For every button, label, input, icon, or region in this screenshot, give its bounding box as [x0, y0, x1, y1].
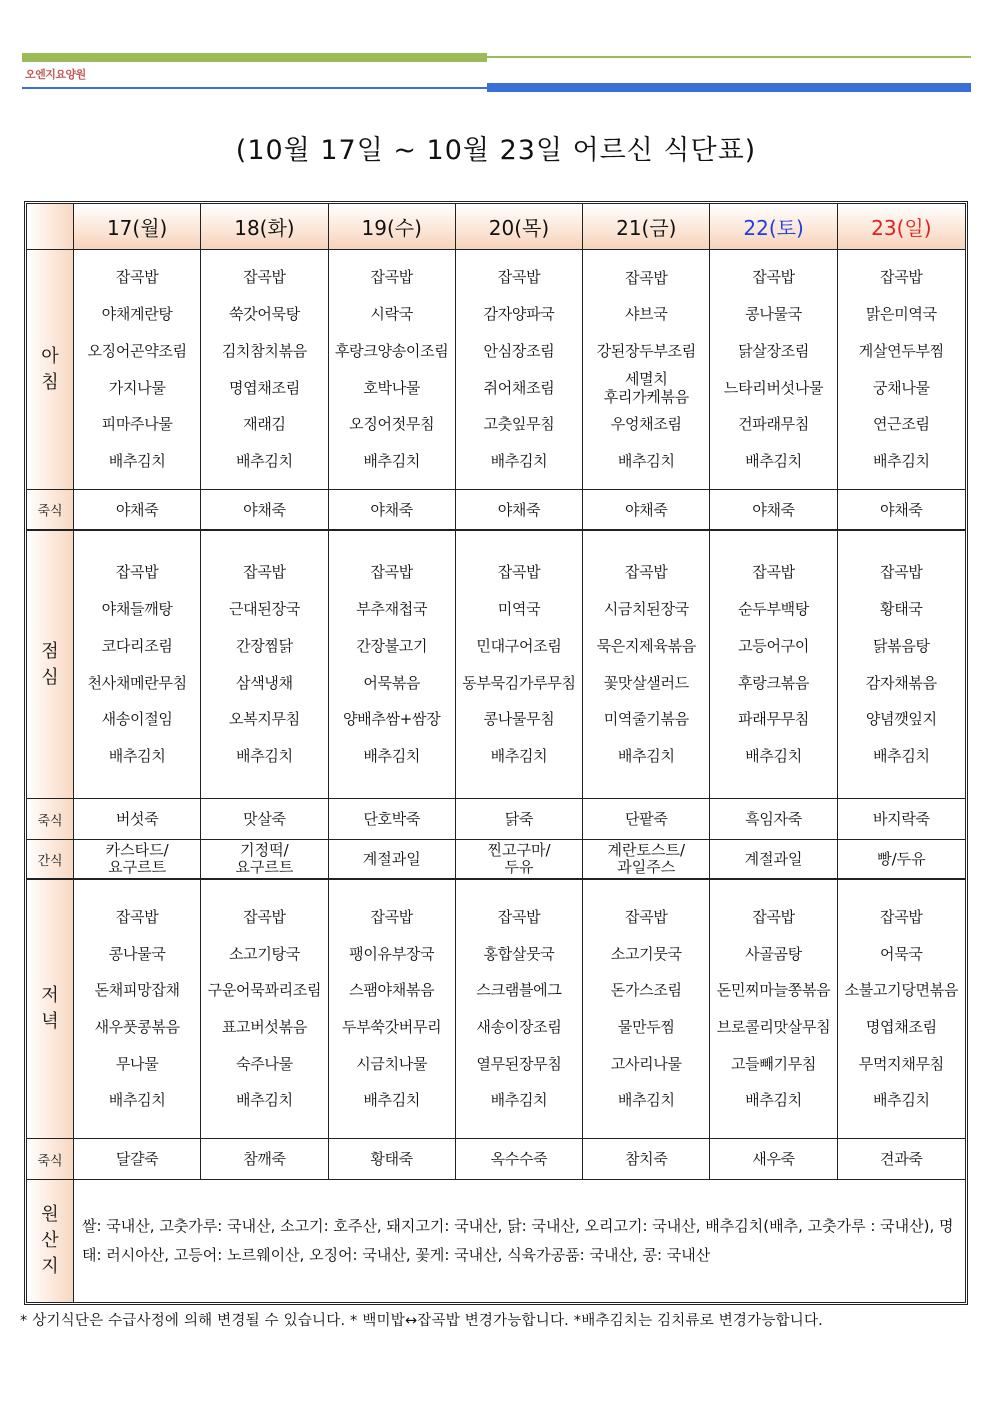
menu-item: 두부쑥갓버무리 [342, 1018, 442, 1036]
menu-cell [201, 880, 328, 1139]
menu-item: 시금치된장국 [603, 600, 689, 619]
menu-item: 찐고구마/ 두유 [456, 840, 583, 880]
menu-item: 미역국 [497, 600, 541, 619]
menu-item: 호박나물 [363, 378, 421, 397]
menu-item: 닭죽 [456, 799, 583, 840]
menu-item: 민대구어조림 [476, 636, 562, 655]
menu-cell [456, 250, 583, 490]
menu-item: 배추김치 [108, 451, 166, 470]
footer-note: * 상기식단은 수급사정에 의해 변경될 수 있습니다. * 백미밥↔잡곡밥 변경가능합니다. *배추김치는 김치류로 변경가능합니다. [20, 1313, 823, 1329]
menu-item: 배추김치 [872, 746, 930, 765]
menu-item: 잡곡밥 [243, 268, 286, 287]
menu-item: 야채계란탕 [101, 305, 173, 324]
menu-item: 스크램블에그 [476, 981, 562, 1000]
menu-item: 옥수수죽 [456, 1139, 583, 1180]
menu-cell [456, 531, 583, 799]
menu-item: 고사리나물 [610, 1054, 682, 1073]
row-label-lunch: 점 심 [27, 531, 74, 799]
menu-item: 야채죽 [201, 490, 328, 531]
menu-item: 배추김치 [236, 1091, 293, 1110]
menu-item: 김치참치볶음 [221, 341, 307, 360]
menu-item: 돈채피망잡채 [94, 981, 180, 1000]
menu-item: 홍합살뭇국 [483, 944, 555, 963]
menu-item: 열무된장무침 [476, 1054, 562, 1073]
menu-item: 배추김치 [236, 451, 293, 470]
menu-item: 배추김치 [363, 1091, 421, 1110]
menu-item: 배추김치 [363, 746, 421, 765]
menu-item: 궁채나물 [872, 378, 930, 397]
menu-item: 시락국 [370, 305, 413, 324]
menu-item: 무먹지채무침 [858, 1054, 944, 1073]
menu-item: 배추김치 [872, 451, 930, 470]
menu-item: 잡곡밥 [624, 907, 668, 926]
row-label-porridge: 죽식 [27, 1139, 74, 1180]
menu-item: 배추김치 [617, 746, 675, 765]
header-blue-line [22, 87, 487, 89]
menu-cell [74, 880, 201, 1139]
menu-grid [27, 204, 965, 1302]
menu-item: 구운어묵꽈리조림 [207, 981, 322, 1000]
menu-item: 잡곡밥 [624, 268, 668, 287]
menu-item: 소불고기당면볶음 [844, 981, 959, 1000]
menu-item: 게살연두부찜 [858, 341, 944, 360]
menu-item: 잡곡밥 [243, 563, 286, 582]
menu-item: 계절과일 [710, 840, 837, 880]
menu-cell [201, 250, 328, 490]
menu-item: 브로콜리맛살무침 [716, 1018, 831, 1036]
menu-item: 배추김치 [490, 1091, 548, 1110]
menu-cell [201, 531, 328, 799]
menu-item: 팽이유부장국 [349, 944, 435, 963]
menu-item: 야채죽 [710, 490, 837, 531]
menu-item: 명엽채조림 [228, 378, 300, 397]
day-header: 23(일) [838, 204, 965, 250]
menu-item: 잡곡밥 [497, 268, 541, 287]
header-corner [27, 204, 74, 250]
menu-item: 배추김치 [236, 746, 293, 765]
menu-item: 고들빼기무침 [730, 1054, 817, 1073]
menu-item: 간장불고기 [356, 636, 428, 655]
menu-item: 계란토스트/ 과일주스 [583, 840, 710, 880]
menu-item: 흑임자죽 [710, 799, 837, 840]
menu-item: 피마주나물 [101, 415, 173, 434]
menu-cell [329, 880, 456, 1139]
day-header: 21(금) [583, 204, 710, 250]
menu-item: 잡곡밥 [752, 563, 795, 582]
menu-item: 느타리버섯나물 [723, 378, 824, 397]
menu-item: 재래김 [243, 415, 286, 434]
menu-item: 어묵볶음 [363, 673, 421, 692]
menu-item: 명엽채조림 [865, 1018, 937, 1036]
menu-item: 야채죽 [74, 490, 201, 531]
day-header: 19(수) [329, 204, 456, 250]
menu-item: 잡곡밥 [497, 907, 541, 926]
menu-cell [74, 531, 201, 799]
menu-item: 빵/두유 [838, 840, 965, 880]
day-header: 20(목) [456, 204, 583, 250]
menu-item: 계절과일 [329, 840, 456, 880]
menu-item: 후랑크볶음 [738, 673, 810, 692]
menu-item: 기정떡/ 요구르트 [201, 840, 328, 880]
menu-cell [838, 880, 965, 1139]
menu-item: 참치죽 [583, 1139, 710, 1180]
menu-item: 콩나물국 [108, 944, 166, 963]
menu-item: 감자양파국 [483, 305, 555, 324]
menu-item: 황태국 [880, 600, 923, 619]
menu-item: 닭살장조림 [738, 341, 810, 360]
menu-item: 콩나물국 [745, 305, 802, 324]
menu-item: 배추김치 [617, 451, 675, 470]
menu-item: 잡곡밥 [880, 907, 923, 926]
header-green-bar [22, 53, 487, 62]
menu-item: 야채죽 [583, 490, 710, 531]
menu-cell [329, 531, 456, 799]
menu-item: 어묵국 [880, 944, 923, 963]
menu-cell [583, 531, 710, 799]
menu-item: 천사채메란무침 [87, 673, 187, 692]
menu-item: 동부묵김가루무침 [462, 673, 576, 692]
menu-item: 고춧잎무침 [483, 415, 555, 434]
menu-item: 배추김치 [108, 1091, 166, 1110]
menu-item: 새우풋콩볶음 [94, 1018, 180, 1036]
menu-cell [329, 250, 456, 490]
menu-item: 배추김치 [745, 746, 802, 765]
menu-item: 잡곡밥 [370, 907, 413, 926]
menu-item: 쥐어채조림 [483, 378, 555, 397]
menu-item: 오징어곤약조림 [87, 341, 187, 360]
menu-item: 잡곡밥 [880, 268, 923, 287]
menu-item: 잡곡밥 [115, 907, 159, 926]
menu-item: 오복지무침 [228, 710, 300, 729]
menu-cell [583, 880, 710, 1139]
menu-item: 새송이절임 [101, 710, 173, 729]
menu-item: 새우죽 [710, 1139, 837, 1180]
menu-item: 감자채볶음 [865, 673, 937, 692]
menu-item: 배추김치 [490, 746, 548, 765]
menu-item: 바지락죽 [838, 799, 965, 840]
menu-item: 후랑크양송이조림 [334, 341, 449, 360]
menu-item: 강된장두부조림 [596, 342, 696, 361]
menu-item: 새송이장조림 [476, 1018, 562, 1036]
page-title: (10월 17일 ~ 10월 23일 어르신 식단표) [235, 135, 757, 166]
menu-item: 돈가스조림 [610, 981, 682, 1000]
menu-item: 잡곡밥 [752, 907, 795, 926]
menu-item: 세멸치 후리가케볶음 [603, 369, 689, 406]
menu-item: 카스타드/ 요구르트 [74, 840, 201, 880]
day-header: 22(토) [710, 204, 837, 250]
menu-item: 숙주나물 [236, 1054, 293, 1073]
row-label-porridge: 죽식 [27, 490, 74, 531]
menu-item: 고등어구이 [738, 636, 810, 655]
menu-cell [710, 880, 837, 1139]
menu-item: 간장찜닭 [236, 636, 293, 655]
menu-table [24, 201, 968, 1305]
row-label-porridge: 죽식 [27, 799, 74, 840]
menu-cell [710, 531, 837, 799]
menu-cell [838, 250, 965, 490]
menu-item: 시금치나물 [356, 1054, 428, 1073]
menu-item: 잡곡밥 [880, 563, 923, 582]
menu-item: 표고버섯볶음 [221, 1018, 307, 1036]
menu-item: 배추김치 [490, 451, 548, 470]
menu-cell [74, 250, 201, 490]
menu-item: 황태죽 [329, 1139, 456, 1180]
header-blue-bar [487, 83, 971, 92]
menu-item: 소고기뭇국 [610, 944, 682, 963]
menu-cell [456, 880, 583, 1139]
menu-cell [838, 531, 965, 799]
menu-item: 양배추쌈+쌈장 [342, 710, 441, 729]
menu-item: 배추김치 [363, 451, 421, 470]
menu-item: 건파래무침 [738, 415, 810, 434]
menu-item: 콩나물무침 [483, 710, 555, 729]
row-label-origin: 원 산 지 [27, 1180, 74, 1302]
menu-item: 순두부백탕 [738, 600, 810, 619]
menu-item: 근대된장국 [228, 600, 300, 619]
day-header: 17(월) [74, 204, 201, 250]
menu-item: 꽃맛살샐러드 [603, 673, 689, 692]
menu-item: 잡곡밥 [370, 563, 413, 582]
menu-item: 돈민찌마늘쫑볶음 [716, 981, 831, 1000]
menu-item: 배추김치 [872, 1091, 930, 1110]
menu-item: 묵은지제육볶음 [596, 636, 696, 655]
menu-item: 잡곡밥 [752, 268, 795, 287]
menu-item: 샤브국 [624, 305, 668, 324]
menu-item: 견과죽 [838, 1139, 965, 1180]
menu-cell [710, 250, 837, 490]
menu-item: 양념깻잎지 [865, 710, 937, 729]
menu-item: 야채죽 [838, 490, 965, 531]
menu-item: 단호박죽 [329, 799, 456, 840]
menu-item: 잡곡밥 [243, 907, 286, 926]
menu-item: 물만두찜 [617, 1018, 675, 1036]
menu-item: 버섯죽 [74, 799, 201, 840]
menu-item: 가지나물 [108, 378, 166, 397]
menu-item: 쑥갓어묵탕 [228, 305, 300, 324]
menu-item: 야채들깨탕 [101, 600, 173, 619]
origin-text: 쌀: 국내산, 고춧가루: 국내산, 소고기: 호주산, 돼지고기: 국내산, 닭: 국내산, 오리고기: 국내산, 배추김치(배추, 고춧가루 : 국내산), 명태: 러시아산, 고등어: 노르웨이산, 오징어: 국내산, 꽃게: 국내산, 식육가공품: 국내산, 콩: 국내산 [82, 1217, 954, 1264]
menu-item: 무나물 [115, 1054, 159, 1073]
menu-item: 달걀죽 [74, 1139, 201, 1180]
menu-item: 야채죽 [456, 490, 583, 531]
menu-item: 맛살죽 [201, 799, 328, 840]
menu-cell [583, 250, 710, 490]
menu-item: 잡곡밥 [497, 563, 541, 582]
menu-item: 사골곰탕 [745, 944, 802, 963]
menu-item: 소고기탕국 [228, 944, 300, 963]
menu-item: 배추김치 [745, 1091, 802, 1110]
header-green-line [487, 56, 971, 58]
menu-item: 잡곡밥 [115, 268, 159, 287]
menu-item: 배추김치 [617, 1091, 675, 1110]
menu-item: 코다리조림 [101, 636, 173, 655]
menu-item: 안심장조림 [483, 341, 555, 360]
menu-item: 스팸야채볶음 [349, 981, 435, 1000]
row-label-breakfast: 아 침 [27, 250, 74, 490]
menu-item: 부추재첩국 [356, 600, 428, 619]
menu-item: 잡곡밥 [115, 563, 159, 582]
menu-item: 배추김치 [745, 451, 802, 470]
menu-item: 야채죽 [329, 490, 456, 531]
org-logo-text: 오엔지요양원 [25, 68, 86, 81]
menu-item: 미역줄기볶음 [603, 710, 689, 729]
menu-item: 잡곡밥 [370, 268, 413, 287]
menu-item: 파래무무침 [738, 710, 810, 729]
menu-item: 맑은미역국 [865, 305, 937, 324]
menu-item: 닭볶음탕 [872, 636, 930, 655]
row-label-snack: 간식 [27, 840, 74, 880]
row-label-dinner: 저 녁 [27, 880, 74, 1139]
day-header: 18(화) [201, 204, 328, 250]
menu-item: 참깨죽 [201, 1139, 328, 1180]
menu-item: 단팥죽 [583, 799, 710, 840]
menu-item: 잡곡밥 [624, 563, 668, 582]
menu-item: 연근조림 [872, 415, 930, 434]
menu-item: 배추김치 [108, 746, 166, 765]
menu-item: 우엉채조림 [610, 414, 682, 433]
menu-item: 삼색냉채 [236, 673, 293, 692]
menu-item: 오징어젓무침 [349, 415, 435, 434]
